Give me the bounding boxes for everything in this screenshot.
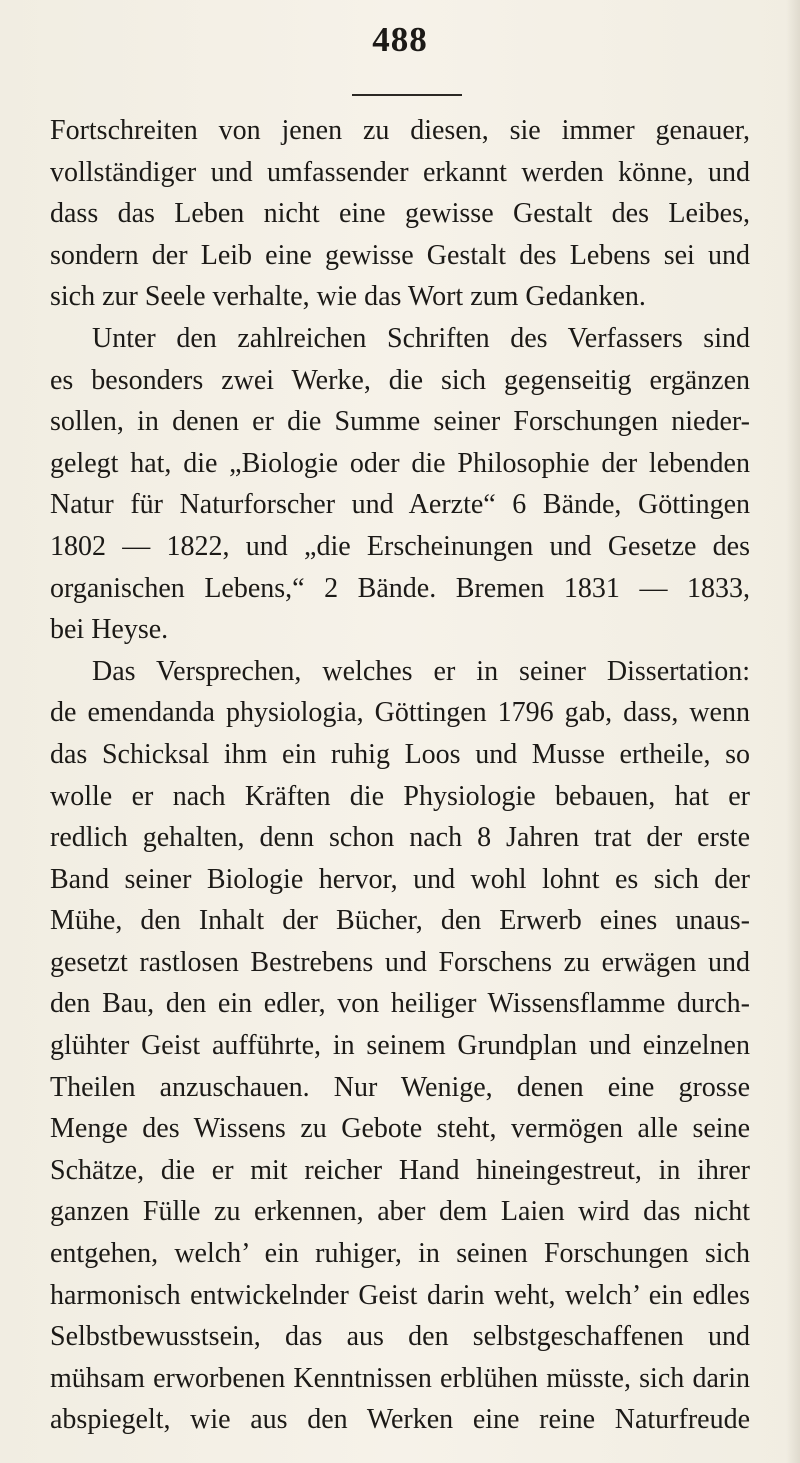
text-line: glühter Geist aufführte, in seinem Grundplan und einzelnen [50,1030,750,1062]
text-line: gesetzt rastlosen Bestrebens und Forschens zu erwägen und [50,946,750,978]
text-line: Schätze, die er mit reicher Hand hineingestreut, in ihrer [50,1154,750,1186]
text-line: bei Heyse. [50,614,169,646]
text-line: mühsam erworbenen Kenntnissen erblühen müsste, sich darin [50,1362,750,1394]
text-line: es besonders zwei Werke, die sich gegenseitig ergänzen [50,364,750,396]
header-rule [352,94,462,96]
text-line: abspiegelt, wie aus den Werken eine reine Naturfreude [50,1404,750,1436]
text-line: sondern der Leib eine gewisse Gestalt des Lebens sei und [50,239,750,271]
text-line: das Schicksal ihm ein ruhig Loos und Musse ertheile, so [50,738,750,770]
text-line: redlich gehalten, denn schon nach 8 Jahren trat der erste [50,822,750,854]
text-line: Selbstbewusstsein, das aus den selbstgeschaffenen und [50,1321,750,1353]
text-line: vollständiger und umfassender erkannt werden könne, und [50,156,750,188]
text-line: Unter den zahlreichen Schriften des Verfassers sind [92,322,750,354]
page-edge-shadow [786,0,800,1463]
text-line: sollen, in denen er die Summe seiner Forschungen nieder- [50,406,750,438]
body-text [50,110,750,1441]
text-line: dass das Leben nicht eine gewisse Gestalt des Leibes, [50,198,750,230]
text-line: wolle er nach Kräften die Physiologie bebauen, hat er [50,780,750,812]
text-line: organischen Lebens,“ 2 Bände. Bremen 1831 — 1833, [50,572,750,604]
text-line: Mühe, den Inhalt der Bücher, den Erwerb eines unaus- [50,905,750,937]
text-line: Theilen anzuschauen. Nur Wenige, denen eine grosse [50,1071,750,1103]
text-line: 1802 — 1822, und „die Erscheinungen und Gesetze des [50,530,750,562]
text-line: de emendanda physiologia, Göttingen 1796 gab, dass, wenn [50,697,750,729]
text-line: ganzen Fülle zu erkennen, aber dem Laien wird das nicht [50,1196,750,1228]
text-line: Menge des Wissens zu Gebote steht, vermögen alle seine [50,1113,750,1145]
text-line: Band seiner Biologie hervor, und wohl lohnt es sich der [50,863,750,895]
text-line: Natur für Naturforscher und Aerzte“ 6 Bände, Göttingen [50,489,750,521]
page-number: 488 [372,20,428,59]
text-line: den Bau, den ein edler, von heiliger Wissensflamme durch- [50,988,750,1020]
text-line: harmonisch entwickelnder Geist darin weht, welch’ ein edles [50,1279,750,1311]
text-line: sich zur Seele verhalte, wie das Wort zum Gedanken. [50,281,646,313]
text-line: Fortschreiten von jenen zu diesen, sie immer genauer, [50,115,750,146]
text-line: entgehen, welch’ ein ruhiger, in seinen Forschungen sich [50,1238,750,1270]
text-line: Das Versprechen, welches er in seiner Dissertation: [92,655,750,687]
text-line: gelegt hat, die „Biologie oder die Philosophie der lebenden [50,447,750,479]
